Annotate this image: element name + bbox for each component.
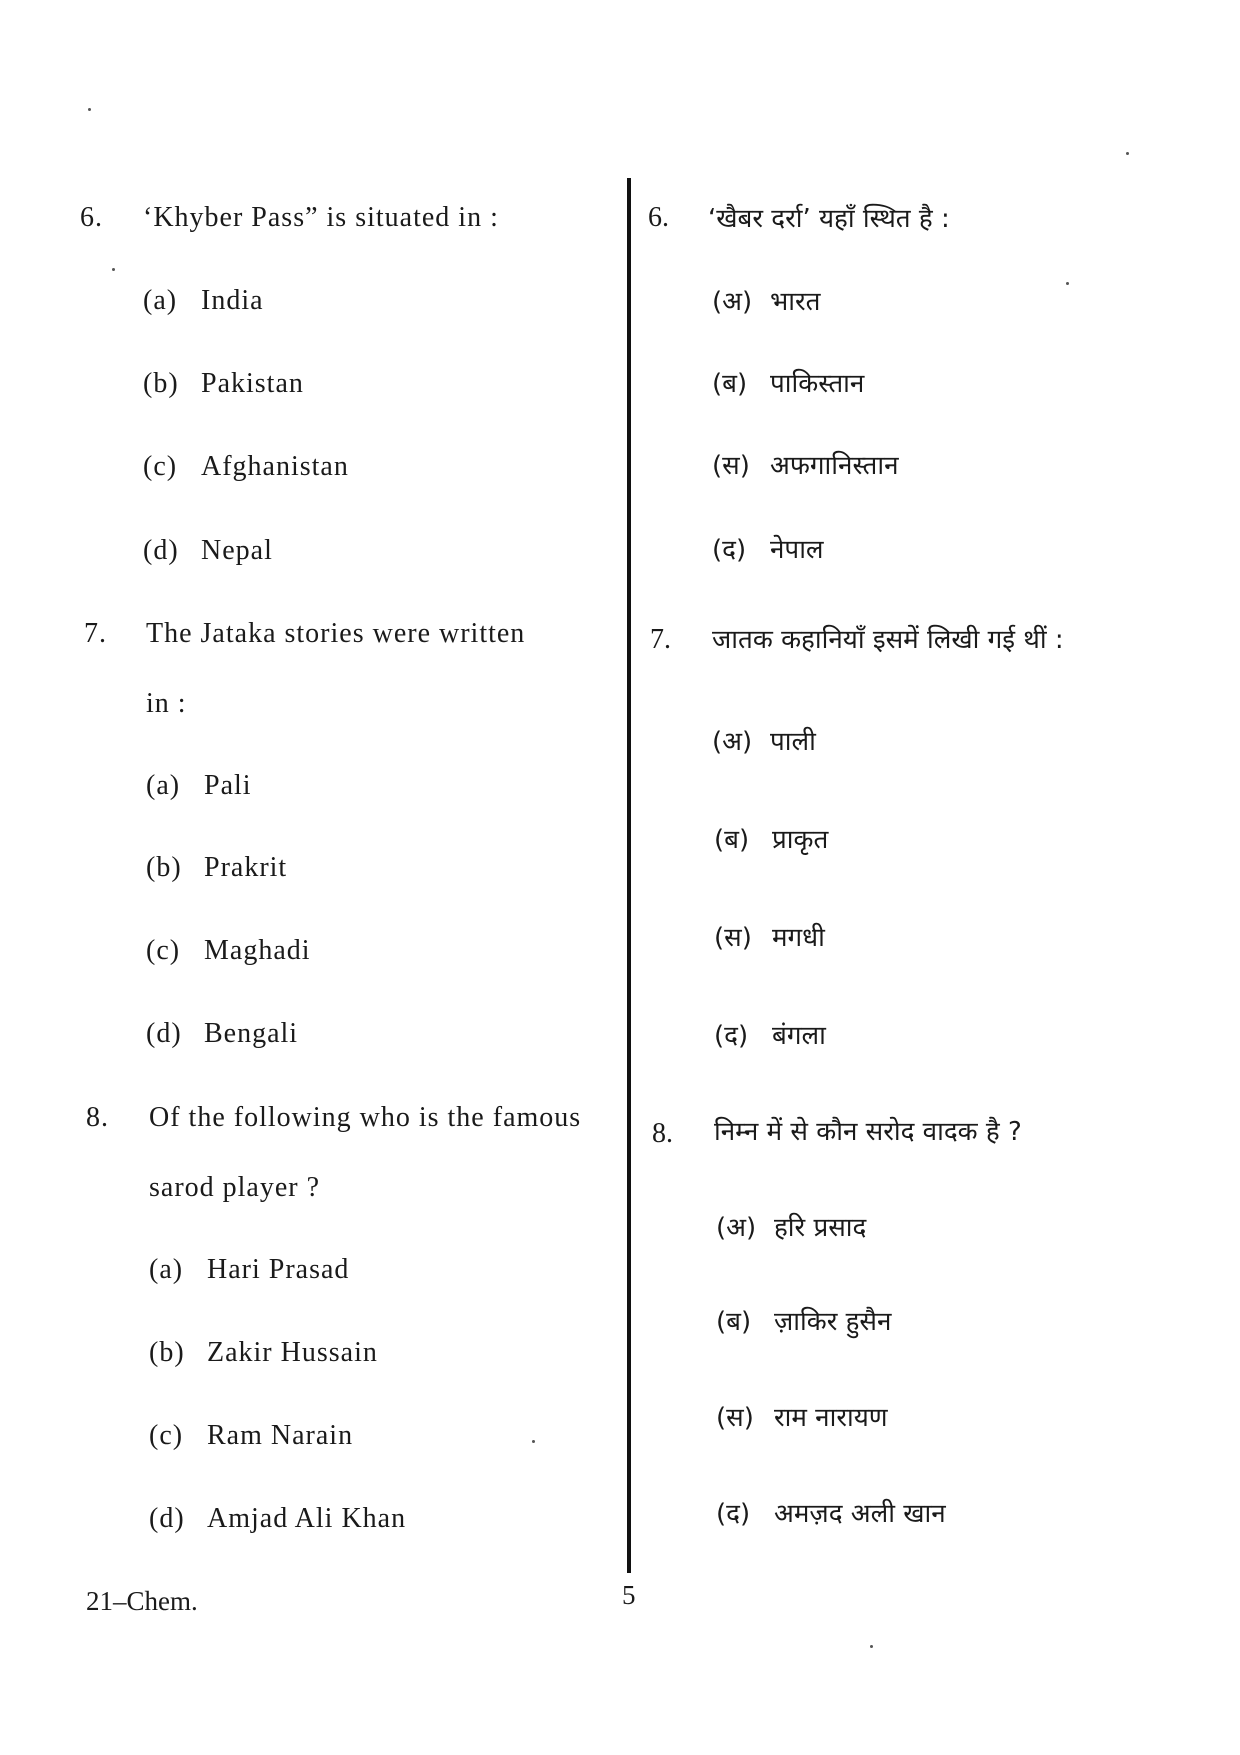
option-label: (b) bbox=[146, 852, 182, 883]
question-text: The Jataka stories were written bbox=[146, 618, 526, 649]
scan-speck bbox=[1126, 152, 1129, 155]
question-text: in : bbox=[146, 688, 187, 719]
option-d bbox=[712, 530, 824, 566]
option-label: (a) bbox=[149, 1254, 184, 1285]
option-b bbox=[712, 364, 864, 400]
option-a bbox=[149, 1254, 349, 1286]
option-label: (ब) bbox=[716, 1307, 752, 1337]
option-c bbox=[716, 1398, 888, 1434]
option-text: अमज़द अली खान bbox=[774, 1499, 946, 1529]
option-b bbox=[716, 1302, 891, 1338]
option-text: Pakistan bbox=[201, 368, 304, 399]
option-b bbox=[714, 820, 828, 856]
option-label: (अ) bbox=[712, 287, 753, 317]
footer-code: 21–Chem. bbox=[86, 1586, 198, 1616]
scan-speck bbox=[112, 268, 115, 271]
option-label: (b) bbox=[149, 1337, 185, 1368]
option-text: पाली bbox=[770, 727, 816, 757]
option-d bbox=[149, 1503, 406, 1535]
option-label: (d) bbox=[143, 535, 179, 566]
option-label: (b) bbox=[143, 368, 179, 399]
page-number: 5 bbox=[622, 1580, 636, 1610]
option-text: Ram Narain bbox=[207, 1420, 354, 1451]
option-label: (ब) bbox=[714, 825, 750, 855]
option-text: Prakrit bbox=[204, 852, 288, 883]
option-c bbox=[712, 446, 899, 482]
option-text: Bengali bbox=[204, 1018, 299, 1049]
option-text: प्राकृत bbox=[772, 825, 829, 855]
scan-speck bbox=[532, 1440, 535, 1443]
option-b bbox=[149, 1337, 378, 1369]
option-text: नेपाल bbox=[770, 535, 824, 565]
scan-speck bbox=[870, 1645, 873, 1648]
question-number: 7. bbox=[650, 624, 671, 655]
question-number: 8. bbox=[86, 1102, 109, 1133]
option-d bbox=[146, 1018, 298, 1050]
option-label: (स) bbox=[714, 923, 752, 953]
option-a bbox=[146, 770, 252, 802]
option-text: हरि प्रसाद bbox=[774, 1213, 867, 1243]
question-number: 6. bbox=[80, 202, 103, 233]
option-text: अफगानिस्तान bbox=[770, 451, 899, 481]
option-a bbox=[712, 722, 816, 758]
option-a bbox=[716, 1208, 866, 1244]
option-label: (स) bbox=[712, 451, 750, 481]
option-d bbox=[714, 1016, 826, 1052]
question-text: Of the following who is the famous bbox=[149, 1102, 582, 1133]
option-label: (ब) bbox=[712, 369, 748, 399]
option-label: (स) bbox=[716, 1403, 754, 1433]
question-text: जातक कहानियाँ इसमें लिखी गई थीं : bbox=[712, 625, 1064, 655]
question-number: 8. bbox=[652, 1118, 673, 1149]
option-label: (द) bbox=[714, 1021, 749, 1051]
option-d bbox=[716, 1494, 946, 1530]
question-text: sarod player ? bbox=[149, 1172, 321, 1203]
option-label: (d) bbox=[149, 1503, 185, 1534]
option-text: Pali bbox=[204, 770, 252, 801]
option-label: (c) bbox=[143, 451, 178, 482]
question-text: ‘खैबर दर्रा’ यहाँ स्थित है : bbox=[708, 204, 950, 234]
option-text: Afghanistan bbox=[201, 451, 349, 482]
option-text: Amjad Ali Khan bbox=[207, 1503, 407, 1534]
option-b bbox=[146, 852, 287, 884]
option-c bbox=[714, 918, 825, 954]
question-number: 6. bbox=[648, 202, 669, 233]
option-label: (c) bbox=[146, 935, 181, 966]
option-a bbox=[143, 285, 264, 317]
option-text: ज़ाकिर हुसैन bbox=[774, 1307, 892, 1337]
option-text: Maghadi bbox=[204, 935, 311, 966]
option-c bbox=[146, 935, 311, 967]
option-label: (d) bbox=[146, 1018, 182, 1049]
column-divider bbox=[627, 178, 631, 1573]
option-text: भारत bbox=[770, 287, 821, 317]
option-text: राम नारायण bbox=[774, 1403, 888, 1433]
option-label: (c) bbox=[149, 1420, 184, 1451]
option-c bbox=[149, 1420, 353, 1452]
option-text: पाकिस्तान bbox=[770, 369, 865, 399]
option-text: Nepal bbox=[201, 535, 273, 566]
option-label: (अ) bbox=[712, 727, 753, 757]
option-text: Zakir Hussain bbox=[207, 1337, 378, 1368]
option-label: (द) bbox=[712, 535, 747, 565]
scan-speck bbox=[1066, 282, 1069, 285]
question-text: ‘Khyber Pass” is situated in : bbox=[143, 202, 499, 233]
scan-speck bbox=[88, 108, 91, 111]
option-text: Hari Prasad bbox=[207, 1254, 350, 1285]
option-label: (अ) bbox=[716, 1213, 757, 1243]
question-text: निम्न में से कौन सरोद वादक है ? bbox=[714, 1117, 1022, 1147]
option-label: (a) bbox=[146, 770, 181, 801]
option-text: India bbox=[201, 285, 264, 316]
option-c bbox=[143, 451, 349, 483]
option-text: बंगला bbox=[772, 1021, 826, 1051]
option-text: मगधी bbox=[772, 923, 825, 953]
option-d bbox=[143, 535, 273, 567]
option-b bbox=[143, 368, 304, 400]
option-a bbox=[712, 282, 820, 318]
option-label: (द) bbox=[716, 1499, 751, 1529]
option-label: (a) bbox=[143, 285, 178, 316]
question-number: 7. bbox=[84, 618, 107, 649]
